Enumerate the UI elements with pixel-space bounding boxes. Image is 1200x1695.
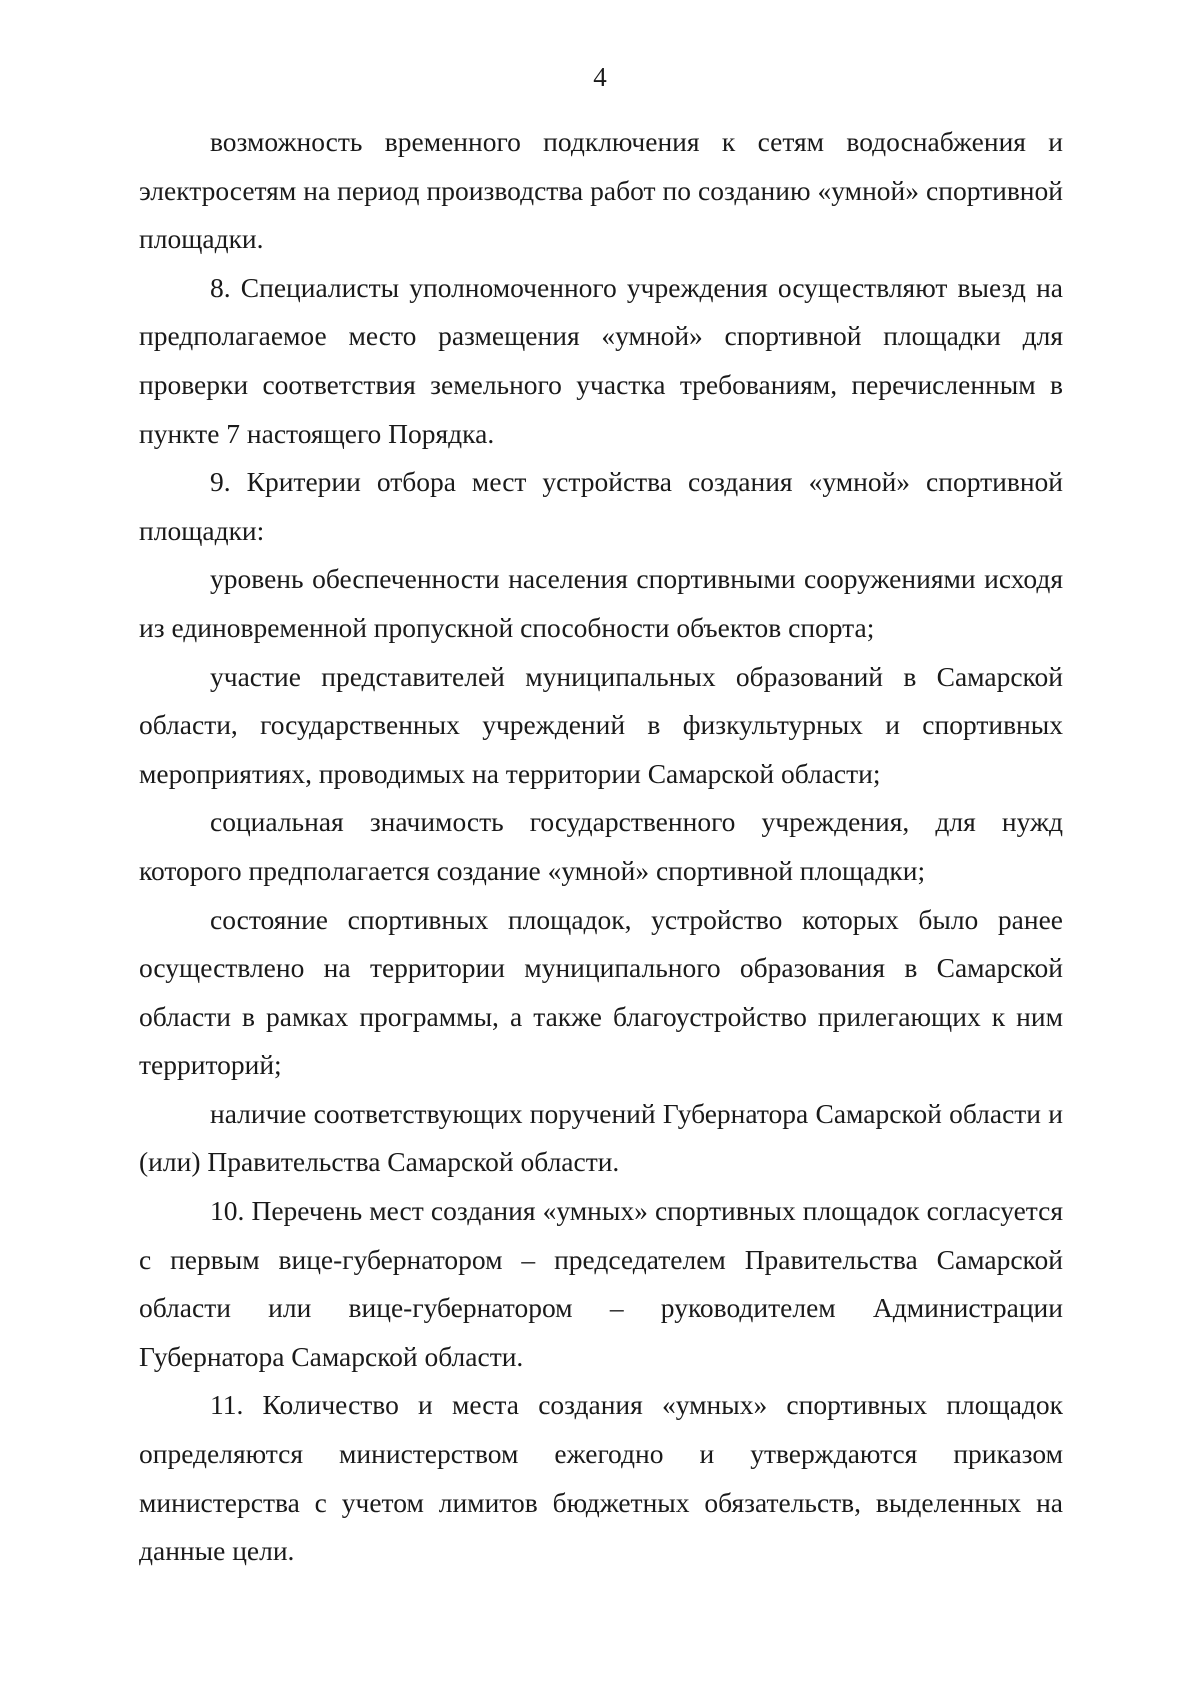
paragraph-item-10: 10. Перечень мест создания «умных» спортивных площадок согласуется с первым вице-губернатором – председателем Правительства Самарской области или вице-губернатором – руководителем Администрации Губернатора Самарской области.	[139, 1195, 1063, 1372]
criterion-playground-condition: состояние спортивных площадок, устройство которых было ранее осуществлено на территории муниципального образования в Самарской области в рамках программы, а также благоустройство прилегающих к ним территорий;	[139, 903, 1063, 1081]
criterion-participation: участие представителей муниципальных образований в Самарской области, государственных учреждений в физкультурных и спортивных мероприятиях, проводимых на территории Самарской области;	[139, 660, 1063, 789]
paragraph-item-8: 8. Специалисты уполномоченного учреждения осуществляют выезд на предполагаемое место размещения «умной» спортивной площадки для проверки соответствия земельного участка требованиям, перечисленным в пункте 7 настоящего Порядка.	[139, 271, 1063, 449]
page-number: 4	[593, 62, 607, 92]
paragraph-continuation: возможность временного подключения к сетям водоснабжения и электросетям на период производства работ по созданию «умной» спортивной площадки.	[139, 126, 1063, 255]
paragraph-item-9: 9. Критерии отбора мест устройства создания «умной» спортивной площадки:	[139, 466, 1063, 546]
criterion-governor-instructions: наличие соответствующих поручений Губернатора Самарской области и (или) Правительства Самарской области.	[139, 1097, 1063, 1178]
document-body	[139, 118, 1063, 1576]
criterion-social-significance: социальная значимость государственного учреждения, для нужд которого предполагается создание «умной» спортивной площадки;	[139, 806, 1063, 886]
paragraph-item-11: 11. Количество и места создания «умных» спортивных площадок определяются министерством ежегодно и утверждаются приказом министерства с учетом лимитов бюджетных обязательств, выделенных на данные цели.	[139, 1389, 1063, 1567]
criterion-provision-level: уровень обеспеченности населения спортивными сооружениями исходя из единовременной пропускной способности объектов спорта;	[139, 563, 1063, 643]
